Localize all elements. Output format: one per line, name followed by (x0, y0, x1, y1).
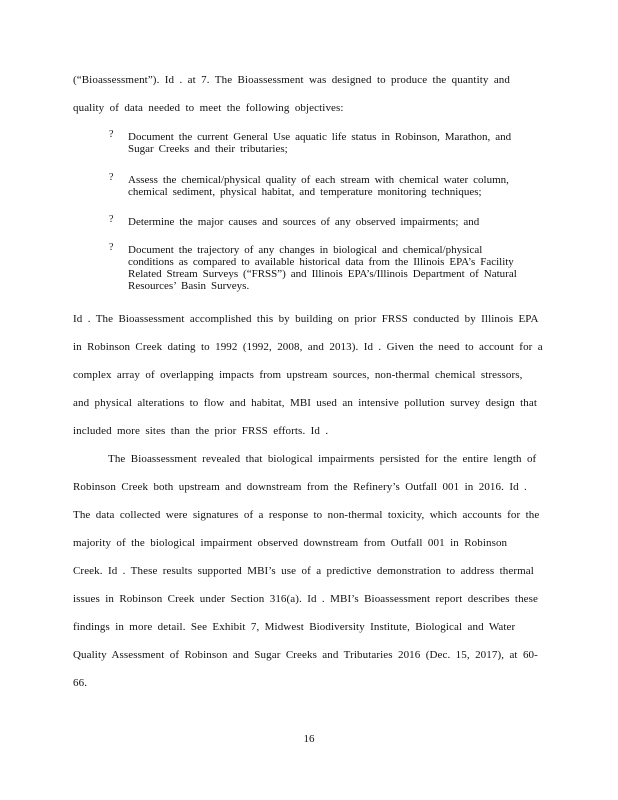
list-item-text: Document the current General Use aquatic life status in Robinson, Marathon, and Sugar Creeks and their tributaries; (128, 131, 512, 155)
list-item-text: Determine the major causes and sources of any observed impairments; and (128, 216, 480, 228)
text-line: in Robinson Creek dating to 1992 (1992, 2008, and 2013). Id . Given the need to account for a (73, 341, 543, 353)
text-line: Id . The Bioassessment accomplished this by building on prior FRSS conducted by Illinois EPA (73, 313, 539, 325)
text-line: findings in more detail. See Exhibit 7, Midwest Biodiversity Institute, Biological and Water (73, 621, 516, 633)
text-line: and physical alterations to flow and habitat, MBI used an intensive pollution survey design that (73, 397, 538, 409)
text-line: 66. (73, 677, 88, 689)
text-line: Robinson Creek both upstream and downstream from the Refinery’s Outfall 001 in 2016. Id . (73, 481, 527, 493)
page-number: 16 (303, 733, 315, 745)
bullet-marker: ? (109, 172, 114, 183)
text-line: The Bioassessment revealed that biological impairments persisted for the entire length of (108, 453, 537, 465)
text-line: (“Bioassessment”). Id . at 7. The Bioassessment was designed to produce the quantity and (73, 74, 511, 86)
bullet-marker: ? (109, 129, 114, 140)
text-line: Creek. Id . These results supported MBI’s use of a predictive demonstration to address thermal (73, 565, 534, 577)
text-line: issues in Robinson Creek under Section 316(a). Id . MBI’s Bioassessment report describes these (73, 593, 539, 605)
list-item-text: Document the trajectory of any changes in biological and chemical/physical conditions as compared to available historical data from the Illinois EPA’s Facility Related Stream Surveys (“FRSS”) and Illinois EPA’s/Illinois Department of Natural Resources’ Basin Surveys. (128, 244, 517, 292)
text-line: The data collected were signatures of a response to non-thermal toxicity, which accounts for the (73, 509, 540, 521)
bullet-marker: ? (109, 214, 114, 225)
list-item-text: Assess the chemical/physical quality of each stream with chemical water column, chemical sediment, physical habitat, and temperature monitoring techniques; (128, 174, 509, 198)
text-line: Quality Assessment of Robinson and Sugar Creeks and Tributaries 2016 (Dec. 15, 2017), at 60- (73, 649, 538, 661)
text-line: quality of data needed to meet the following objectives: (73, 102, 344, 114)
text-line: complex array of overlapping impacts from upstream sources, non-thermal chemical stressors, (73, 369, 523, 381)
text-line: majority of the biological impairment observed downstream from Outfall 001 in Robinson (73, 537, 508, 549)
text-line: included more sites than the prior FRSS efforts. Id . (73, 425, 329, 437)
bullet-marker: ? (109, 242, 114, 253)
